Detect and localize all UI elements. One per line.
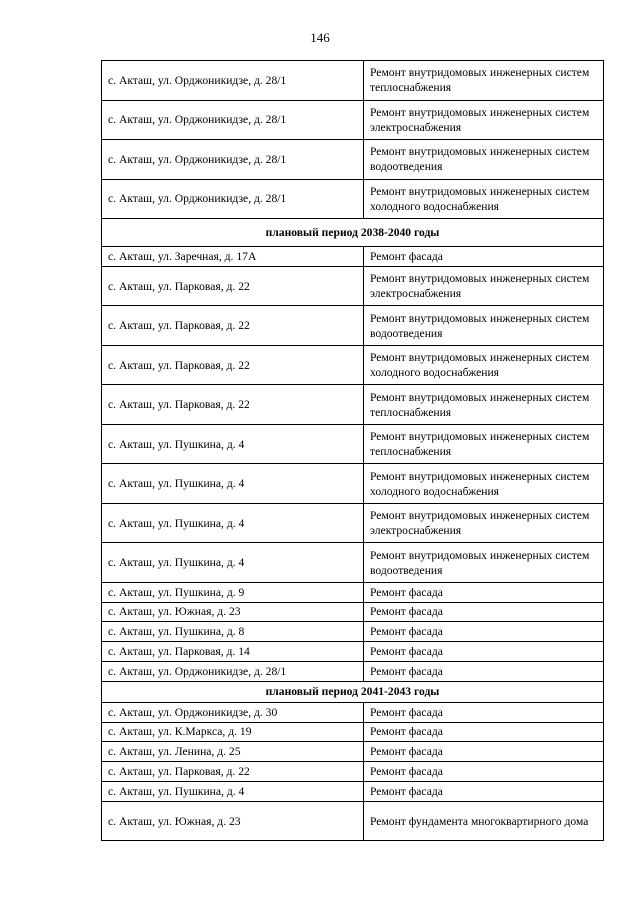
repair-schedule-table (101, 60, 604, 841)
address-cell: с. Акташ, ул. Южная, д. 23 (102, 602, 364, 622)
work-cell: Ремонт фасада (364, 722, 604, 742)
address-cell: с. Акташ, ул. Пушкина, д. 4 (102, 781, 364, 801)
table-row (102, 543, 604, 583)
table-row (102, 266, 604, 306)
address-cell: с. Акташ, ул. Ленина, д. 25 (102, 742, 364, 762)
table-row (102, 61, 604, 101)
address-cell: с. Акташ, ул. Пушкина, д. 4 (102, 424, 364, 464)
table-row (102, 801, 604, 841)
work-cell: Ремонт фасада (364, 247, 604, 267)
table-row (102, 742, 604, 762)
address-cell: с. Акташ, ул. Пушкина, д. 9 (102, 582, 364, 602)
work-cell: Ремонт фасада (364, 781, 604, 801)
address-cell: с. Акташ, ул. Парковая, д. 22 (102, 266, 364, 306)
table-row (102, 702, 604, 722)
work-cell: Ремонт внутридомовых инженерных систем теплоснабжения (364, 385, 604, 425)
work-cell: Ремонт внутридомовых инженерных систем электроснабжения (364, 266, 604, 306)
work-cell: Ремонт внутридомовых инженерных систем водоотведения (364, 543, 604, 583)
table-row (102, 722, 604, 742)
table-row (102, 385, 604, 425)
table-row (102, 306, 604, 346)
table-row (102, 464, 604, 504)
address-cell: с. Акташ, ул. Парковая, д. 14 (102, 642, 364, 662)
table-row (102, 762, 604, 782)
address-cell: с. Акташ, ул. Парковая, д. 22 (102, 762, 364, 782)
table-row (102, 140, 604, 180)
address-cell: с. Акташ, ул. Парковая, д. 22 (102, 345, 364, 385)
work-cell: Ремонт внутридомовых инженерных систем теплоснабжения (364, 61, 604, 101)
table-row (102, 582, 604, 602)
work-cell: Ремонт внутридомовых инженерных систем водоотведения (364, 306, 604, 346)
work-cell: Ремонт фасада (364, 622, 604, 642)
address-cell: с. Акташ, ул. Парковая, д. 22 (102, 306, 364, 346)
table-row (102, 661, 604, 681)
work-cell: Ремонт внутридомовых инженерных систем холодного водоснабжения (364, 179, 604, 219)
work-cell: Ремонт внутридомовых инженерных систем холодного водоснабжения (364, 345, 604, 385)
table-row (102, 100, 604, 140)
address-cell: с. Акташ, ул. Пушкина, д. 4 (102, 503, 364, 543)
address-cell: с. Акташ, ул. Орджоникидзе, д. 30 (102, 702, 364, 722)
page-number: 146 (310, 30, 330, 45)
work-cell: Ремонт фасада (364, 702, 604, 722)
work-cell: Ремонт внутридомовых инженерных систем теплоснабжения (364, 424, 604, 464)
period-heading-row (102, 219, 604, 247)
table-row (102, 247, 604, 267)
address-cell: с. Акташ, ул. Орджоникидзе, д. 28/1 (102, 61, 364, 101)
address-cell: с. Акташ, ул. Парковая, д. 22 (102, 385, 364, 425)
table-row (102, 179, 604, 219)
work-cell: Ремонт фундамента многоквартирного дома (364, 801, 604, 841)
table-row (102, 622, 604, 642)
work-cell: Ремонт фасада (364, 762, 604, 782)
work-cell: Ремонт фасада (364, 661, 604, 681)
work-cell: Ремонт внутридомовых инженерных систем электроснабжения (364, 100, 604, 140)
address-cell: с. Акташ, ул. Пушкина, д. 8 (102, 622, 364, 642)
address-cell: с. Акташ, ул. Южная, д. 23 (102, 801, 364, 841)
address-cell: с. Акташ, ул. Орджоникидзе, д. 28/1 (102, 661, 364, 681)
address-cell: с. Акташ, ул. Заречная, д. 17А (102, 247, 364, 267)
work-cell: Ремонт внутридомовых инженерных систем электроснабжения (364, 503, 604, 543)
address-cell: с. Акташ, ул. Орджоникидзе, д. 28/1 (102, 100, 364, 140)
period-heading: плановый период 2038-2040 годы (102, 219, 604, 247)
table-row (102, 424, 604, 464)
address-cell: с. Акташ, ул. Пушкина, д. 4 (102, 464, 364, 504)
period-heading-row (102, 681, 604, 702)
work-cell: Ремонт фасада (364, 742, 604, 762)
work-cell: Ремонт фасада (364, 602, 604, 622)
work-cell: Ремонт фасада (364, 642, 604, 662)
address-cell: с. Акташ, ул. Орджоникидзе, д. 28/1 (102, 179, 364, 219)
work-cell: Ремонт фасада (364, 582, 604, 602)
work-cell: Ремонт внутридомовых инженерных систем холодного водоснабжения (364, 464, 604, 504)
table-row (102, 503, 604, 543)
table-row (102, 781, 604, 801)
address-cell: с. Акташ, ул. К.Маркса, д. 19 (102, 722, 364, 742)
work-cell: Ремонт внутридомовых инженерных систем водоотведения (364, 140, 604, 180)
table-row (102, 602, 604, 622)
address-cell: с. Акташ, ул. Орджоникидзе, д. 28/1 (102, 140, 364, 180)
address-cell: с. Акташ, ул. Пушкина, д. 4 (102, 543, 364, 583)
table-row (102, 345, 604, 385)
period-heading: плановый период 2041-2043 годы (102, 681, 604, 702)
table-row (102, 642, 604, 662)
